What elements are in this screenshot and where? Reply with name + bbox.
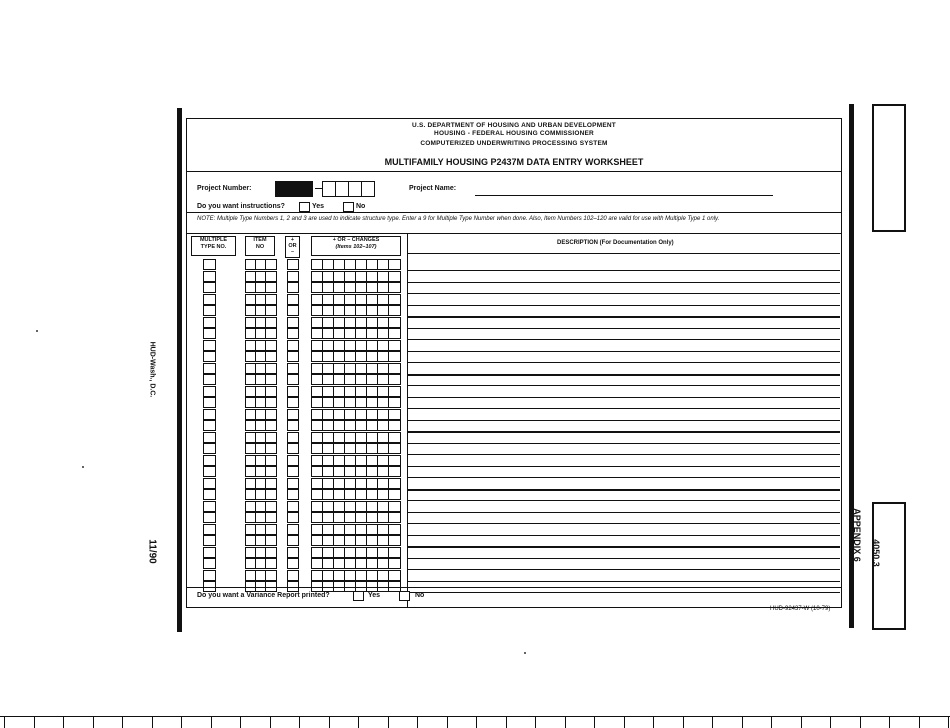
- multiple-type-cell[interactable]: [203, 259, 216, 270]
- ruler-tick: [329, 717, 330, 728]
- instructions-no-checkbox[interactable]: [343, 202, 354, 212]
- description-line[interactable]: [408, 581, 840, 582]
- item-no-cells[interactable]: [245, 535, 277, 546]
- sign-cell[interactable]: [287, 420, 299, 431]
- item-no-cells[interactable]: [245, 570, 277, 581]
- ruler-tick: [830, 717, 831, 728]
- sign-cell[interactable]: [287, 282, 299, 293]
- instructions-yes-label: Yes: [312, 203, 325, 210]
- ruler-tick: [948, 717, 949, 728]
- multiple-type-header-line2: TYPE NO.: [200, 244, 227, 250]
- item-no-header-line2: NO: [255, 244, 265, 250]
- changes-cells[interactable]: [311, 374, 401, 385]
- multiple-type-cell[interactable]: [203, 386, 216, 397]
- left-binding-bar: [177, 108, 182, 632]
- multiple-type-cell[interactable]: [203, 524, 216, 535]
- changes-cells[interactable]: [311, 558, 401, 569]
- speck: [36, 330, 38, 332]
- sign-cell[interactable]: [287, 351, 299, 362]
- description-line[interactable]: [408, 477, 840, 478]
- sign-cell[interactable]: [287, 386, 299, 397]
- description-line[interactable]: [408, 374, 840, 376]
- changes-cells[interactable]: [311, 466, 401, 477]
- project-number-label: Project Number:: [197, 185, 252, 192]
- sign-cell[interactable]: [287, 397, 299, 408]
- sign-cell[interactable]: [287, 432, 299, 443]
- project-name-label: Project Name:: [409, 185, 457, 192]
- ruler-tick: [388, 717, 389, 728]
- project-number-dash: [315, 188, 322, 189]
- description-line[interactable]: [408, 316, 840, 318]
- item-no-cells[interactable]: [245, 455, 277, 466]
- revision-date: 11/90: [146, 539, 158, 564]
- changes-cells[interactable]: [311, 501, 401, 512]
- description-line[interactable]: [408, 512, 840, 513]
- multiple-type-cell[interactable]: [203, 478, 216, 489]
- variance-no-checkbox[interactable]: [399, 591, 410, 601]
- ruler-tick: [565, 717, 566, 728]
- ruler-tick: [683, 717, 684, 728]
- description-line[interactable]: [408, 489, 840, 491]
- multiple-type-cell[interactable]: [203, 397, 216, 408]
- item-no-cells[interactable]: [245, 489, 277, 500]
- worksheet-title: MULTIFAMILY HOUSING P2437M DATA ENTRY WORKSHEET: [384, 157, 644, 167]
- note-text: NOTE: Multiple Type Numbers 1, 2 and 3 are used to indicate structure type. Enter a 9 for Multiple Type Number when done. Also, Item Numbers 102–120 are valid for use with Multiple Type 1 only.: [197, 216, 720, 222]
- changes-cells[interactable]: [311, 340, 401, 351]
- changes-cells[interactable]: [311, 271, 401, 282]
- description-line[interactable]: [408, 385, 840, 386]
- project-number-prefix-field[interactable]: [275, 181, 313, 197]
- description-line[interactable]: [408, 397, 840, 398]
- description-line[interactable]: [408, 546, 840, 548]
- changes-cells[interactable]: [311, 489, 401, 500]
- hud-wash-label: HUD-Wash., D.C.: [148, 341, 156, 398]
- ruler-tick: [63, 717, 64, 728]
- ruler-tick: [476, 717, 477, 728]
- multiple-type-cell[interactable]: [203, 466, 216, 477]
- ruler-tick: [122, 717, 123, 728]
- item-no-cells[interactable]: [245, 512, 277, 523]
- ruler-tick: [211, 717, 212, 728]
- sign-cell[interactable]: [287, 363, 299, 374]
- description-line[interactable]: [408, 282, 840, 283]
- sign-cell[interactable]: [287, 340, 299, 351]
- item-no-cells[interactable]: [245, 271, 277, 282]
- multiple-type-cell[interactable]: [203, 409, 216, 420]
- item-no-cells[interactable]: [245, 294, 277, 305]
- item-no-cells[interactable]: [245, 363, 277, 374]
- form-number: HUD-92437-W (10-79): [770, 606, 831, 612]
- sign-header-line2: OR: [288, 243, 297, 249]
- item-no-header: [245, 236, 275, 256]
- note-divider-bottom: [187, 233, 841, 234]
- item-no-cells[interactable]: [245, 305, 277, 316]
- changes-cells[interactable]: [311, 305, 401, 316]
- ruler-tick: [801, 717, 802, 728]
- agency-line-2: HOUSING - FEDERAL HOUSING COMMISSIONER: [434, 130, 594, 137]
- description-line[interactable]: [408, 500, 840, 501]
- ruler-tick: [889, 717, 890, 728]
- item-no-cells[interactable]: [245, 524, 277, 535]
- sign-cell[interactable]: [287, 524, 299, 535]
- description-line[interactable]: [408, 420, 840, 421]
- sign-cell[interactable]: [287, 489, 299, 500]
- ruler-tick: [152, 717, 153, 728]
- changes-cells[interactable]: [311, 351, 401, 362]
- multiple-type-cell[interactable]: [203, 558, 216, 569]
- variance-yes-checkbox[interactable]: [353, 591, 364, 601]
- item-no-cells[interactable]: [245, 501, 277, 512]
- item-no-cells[interactable]: [245, 443, 277, 454]
- item-no-cells[interactable]: [245, 328, 277, 339]
- multiple-type-cell[interactable]: [203, 271, 216, 282]
- changes-header: [311, 236, 401, 256]
- item-no-cells[interactable]: [245, 547, 277, 558]
- sign-cell[interactable]: [287, 535, 299, 546]
- changes-cells[interactable]: [311, 547, 401, 558]
- multiple-type-cell[interactable]: [203, 501, 216, 512]
- multiple-type-cell[interactable]: [203, 570, 216, 581]
- item-no-cells[interactable]: [245, 397, 277, 408]
- variance-divider: [187, 587, 841, 588]
- changes-header-line1: + OR – CHANGES: [332, 237, 380, 243]
- sign-cell[interactable]: [287, 455, 299, 466]
- ruler-tick: [4, 717, 5, 728]
- changes-cells[interactable]: [311, 294, 401, 305]
- sign-cell[interactable]: [287, 328, 299, 339]
- description-line[interactable]: [408, 339, 840, 340]
- description-line[interactable]: [408, 362, 840, 363]
- changes-cells[interactable]: [311, 386, 401, 397]
- sign-cell[interactable]: [287, 558, 299, 569]
- multiple-type-cell[interactable]: [203, 317, 216, 328]
- multiple-type-cell[interactable]: [203, 547, 216, 558]
- sign-cell[interactable]: [287, 501, 299, 512]
- note-divider-top: [187, 212, 841, 213]
- ruler-tick: [771, 717, 772, 728]
- changes-cells[interactable]: [311, 317, 401, 328]
- ruler-tick: [181, 717, 182, 728]
- document-number: 4050.3: [870, 539, 881, 567]
- instructions-no-label: No: [356, 203, 366, 210]
- description-line[interactable]: [408, 569, 840, 570]
- description-line[interactable]: [408, 443, 840, 444]
- changes-cells[interactable]: [311, 512, 401, 523]
- variance-yes-label: Yes: [368, 592, 381, 599]
- multiple-type-cell[interactable]: [203, 512, 216, 523]
- item-no-cells[interactable]: [245, 317, 277, 328]
- changes-cells[interactable]: [311, 420, 401, 431]
- sign-cell[interactable]: [287, 259, 299, 270]
- description-header: DESCRIPTION (For Documentation Only): [557, 240, 674, 246]
- sign-header-line3: –: [290, 249, 295, 255]
- multiple-type-cell[interactable]: [203, 328, 216, 339]
- project-name-field[interactable]: [475, 179, 773, 196]
- title-divider: [187, 171, 841, 172]
- changes-cells[interactable]: [311, 432, 401, 443]
- changes-cells[interactable]: [311, 443, 401, 454]
- item-no-cells[interactable]: [245, 466, 277, 477]
- sign-cell[interactable]: [287, 443, 299, 454]
- multiple-type-cell[interactable]: [203, 340, 216, 351]
- ruler-tick: [299, 717, 300, 728]
- ruler-tick: [93, 717, 94, 728]
- sign-cell[interactable]: [287, 271, 299, 282]
- item-no-header-line1: ITEM: [253, 237, 267, 243]
- instructions-question: Do you want instructions?: [197, 203, 285, 210]
- ruler-tick: [34, 717, 35, 728]
- sign-cell[interactable]: [287, 547, 299, 558]
- item-no-cells[interactable]: [245, 432, 277, 443]
- bottom-ruler: [0, 716, 950, 728]
- multiple-type-cell[interactable]: [203, 535, 216, 546]
- ruler-tick: [653, 717, 654, 728]
- description-line[interactable]: [408, 592, 840, 593]
- ruler-tick: [535, 717, 536, 728]
- multiple-type-cell[interactable]: [203, 489, 216, 500]
- sign-cell[interactable]: [287, 294, 299, 305]
- description-line[interactable]: [408, 305, 840, 306]
- description-line[interactable]: [408, 408, 840, 409]
- speck: [524, 652, 526, 654]
- multiple-type-header-line1: MULTIPLE: [199, 237, 228, 243]
- multiple-type-cell[interactable]: [203, 305, 216, 316]
- sign-cell[interactable]: [287, 305, 299, 316]
- multiple-type-cell[interactable]: [203, 443, 216, 454]
- agency-line-3: COMPUTERIZED UNDERWRITING PROCESSING SYSTEM: [420, 140, 608, 147]
- item-no-cells[interactable]: [245, 478, 277, 489]
- ruler-tick: [417, 717, 418, 728]
- changes-cells[interactable]: [311, 282, 401, 293]
- description-header-underline: [408, 253, 840, 254]
- ruler-tick: [919, 717, 920, 728]
- multiple-type-cell[interactable]: [203, 455, 216, 466]
- changes-cells[interactable]: [311, 570, 401, 581]
- multiple-type-cell[interactable]: [203, 432, 216, 443]
- top-right-margin-box: [872, 104, 906, 232]
- changes-cells[interactable]: [311, 363, 401, 374]
- changes-cells[interactable]: [311, 397, 401, 408]
- changes-cells[interactable]: [311, 478, 401, 489]
- sign-cell[interactable]: [287, 570, 299, 581]
- speck: [82, 466, 84, 468]
- item-no-cells[interactable]: [245, 386, 277, 397]
- agency-line-1: U.S. DEPARTMENT OF HOUSING AND URBAN DEVELOPMENT: [412, 122, 616, 129]
- ruler-tick: [742, 717, 743, 728]
- variance-question: Do you want a Variance Report printed?: [197, 592, 330, 599]
- project-number-field[interactable]: [322, 181, 375, 197]
- description-line[interactable]: [408, 328, 840, 329]
- appendix-label: APPENDIX 6: [851, 508, 862, 562]
- data-entry-worksheet: [186, 118, 842, 608]
- variance-no-label: No: [415, 592, 425, 599]
- sign-cell[interactable]: [287, 317, 299, 328]
- item-no-cells[interactable]: [245, 558, 277, 569]
- multiple-type-cell[interactable]: [203, 420, 216, 431]
- item-no-cells[interactable]: [245, 282, 277, 293]
- multiple-type-cell[interactable]: [203, 374, 216, 385]
- description-line[interactable]: [408, 293, 840, 294]
- ruler-tick: [270, 717, 271, 728]
- ruler-tick: [240, 717, 241, 728]
- sign-cell[interactable]: [287, 478, 299, 489]
- description-line[interactable]: [408, 270, 840, 271]
- item-no-cells[interactable]: [245, 420, 277, 431]
- sign-cell[interactable]: [287, 409, 299, 420]
- changes-header-line2: (Items 102–107): [335, 244, 377, 250]
- multiple-type-cell[interactable]: [203, 351, 216, 362]
- sign-header-line1: +: [290, 237, 295, 243]
- description-line[interactable]: [408, 351, 840, 352]
- description-line[interactable]: [408, 523, 840, 524]
- sign-cell[interactable]: [287, 512, 299, 523]
- multiple-type-cell[interactable]: [203, 363, 216, 374]
- changes-cells[interactable]: [311, 409, 401, 420]
- item-no-cells[interactable]: [245, 409, 277, 420]
- changes-cells[interactable]: [311, 524, 401, 535]
- item-no-cells[interactable]: [245, 340, 277, 351]
- changes-cells[interactable]: [311, 535, 401, 546]
- changes-cells[interactable]: [311, 259, 401, 270]
- ruler-tick: [447, 717, 448, 728]
- ruler-tick: [358, 717, 359, 728]
- description-line[interactable]: [408, 558, 840, 559]
- multiple-type-cell[interactable]: [203, 282, 216, 293]
- multiple-type-cell[interactable]: [203, 294, 216, 305]
- item-no-cells[interactable]: [245, 259, 277, 270]
- ruler-tick: [506, 717, 507, 728]
- ruler-tick: [624, 717, 625, 728]
- item-no-cells[interactable]: [245, 374, 277, 385]
- sign-cell[interactable]: [287, 374, 299, 385]
- multiple-type-header: [191, 236, 236, 256]
- description-line[interactable]: [408, 535, 840, 536]
- description-line[interactable]: [408, 466, 840, 467]
- sign-cell[interactable]: [287, 466, 299, 477]
- description-line[interactable]: [408, 431, 840, 433]
- changes-cells[interactable]: [311, 328, 401, 339]
- instructions-yes-checkbox[interactable]: [299, 202, 310, 212]
- changes-cells[interactable]: [311, 455, 401, 466]
- ruler-tick: [860, 717, 861, 728]
- sign-header: [285, 236, 300, 258]
- item-no-cells[interactable]: [245, 351, 277, 362]
- ruler-tick: [712, 717, 713, 728]
- ruler-tick: [594, 717, 595, 728]
- description-line[interactable]: [408, 454, 840, 455]
